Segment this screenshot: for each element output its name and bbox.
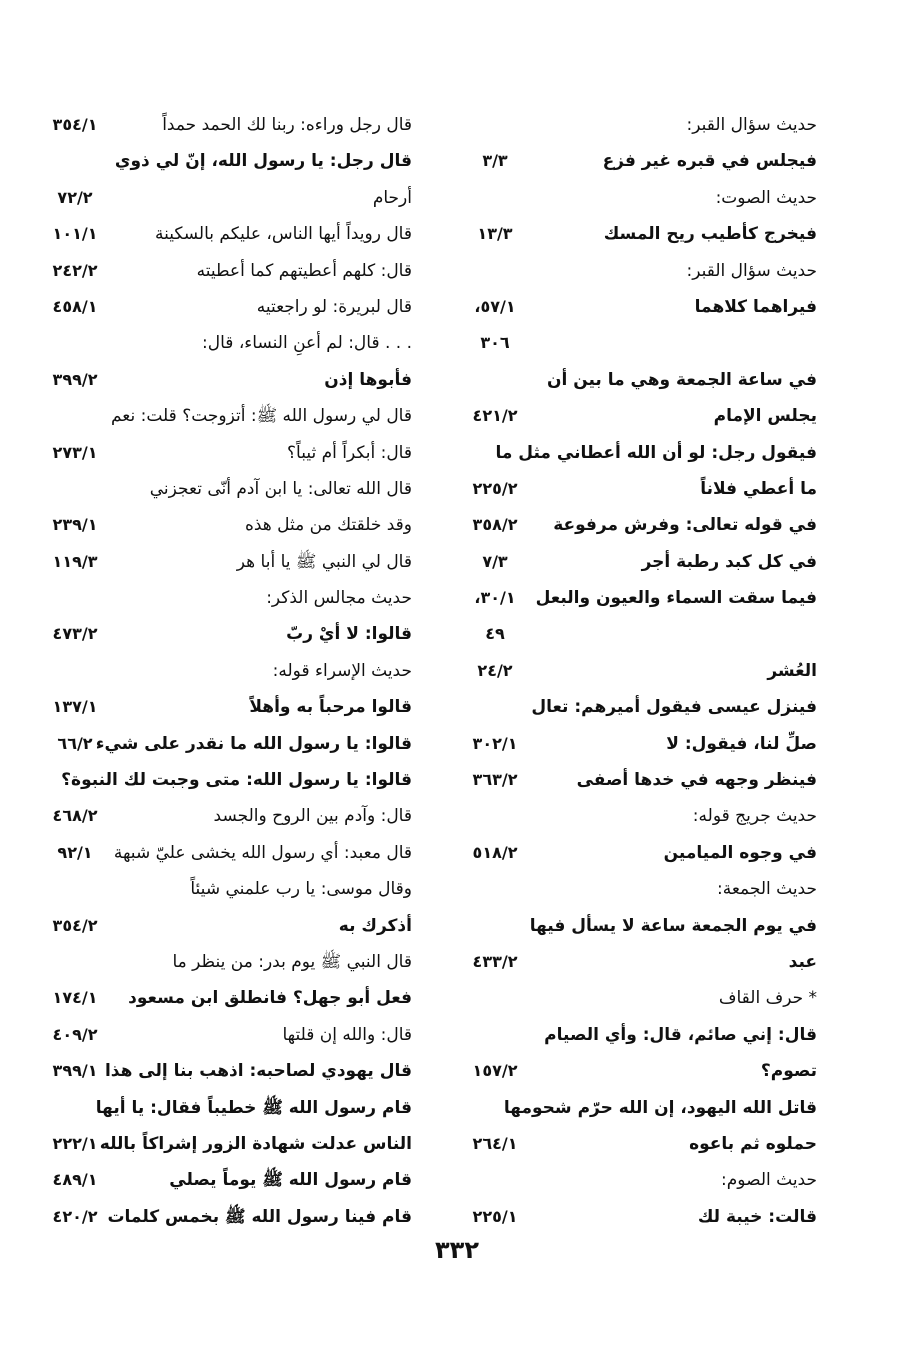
entry-text: فيقول رجل: لو أن الله أعطاني مثل ما — [495, 442, 817, 463]
entry-reference: ٤٩ — [485, 624, 505, 644]
entry-text: قال: وآدم بين الروح والجسد — [213, 806, 412, 827]
entry-text: وقد خلقتك من مثل هذه — [244, 515, 412, 536]
entry-reference: ٧/٣ — [482, 551, 508, 571]
entry-text: يجلس الإمام — [713, 406, 817, 427]
entry-reference: ٤٢١/٢ — [472, 406, 518, 426]
entry-text: فأبوها إذن — [324, 369, 412, 390]
entry-text: قال لي النبي ﷺ يا أبا هر — [236, 551, 412, 572]
index-entry — [455, 690, 825, 726]
entry-text: وقال موسى: يا رب علمني شيئاً — [190, 879, 412, 900]
entry-text: في يوم الجمعة ساعة لا يسأل فيها — [529, 915, 817, 936]
index-entry — [455, 1200, 825, 1236]
index-entry — [35, 363, 420, 399]
entry-text: في كل كبد رطبة أجر — [641, 551, 817, 572]
entry-reference: ٤٨٩/١ — [52, 1170, 98, 1190]
index-entry — [455, 654, 825, 690]
index-entry — [455, 217, 825, 253]
entry-text: فيخرج كأطيب ريح المسك — [603, 224, 817, 245]
entry-reference: ٢٢٥/١ — [472, 1206, 518, 1226]
entry-reference: ٣٩٩/١ — [52, 1061, 98, 1081]
entry-text: حديث الإسراء قوله: — [272, 660, 412, 681]
index-entry — [35, 1163, 420, 1199]
index-entry — [35, 399, 420, 435]
index-entry — [455, 799, 825, 835]
entry-reference: ٣٦٣/٢ — [472, 770, 518, 790]
entry-text: حديث سؤال القبر: — [686, 115, 817, 135]
entry-reference: ٢٤/٢ — [477, 660, 513, 680]
entry-reference: ١٧٤/١ — [52, 988, 98, 1008]
entry-text: ما أعطي فلاناً — [700, 478, 817, 499]
entry-reference: ٤٦٨/٢ — [52, 806, 98, 826]
entry-text: فعل أبو جهل؟ فانطلق ابن مسعود — [128, 988, 412, 1009]
index-entry — [455, 181, 825, 217]
entry-text: قال لي رسول الله ﷺ: أتزوجت؟ قلت: نعم — [110, 406, 412, 427]
index-entry — [455, 1054, 825, 1090]
entry-reference: ٢٢٢/١ — [52, 1133, 98, 1153]
entry-text: في وجوه الميامين — [663, 842, 817, 863]
entry-text: حديث جريج قوله: — [692, 806, 817, 827]
entry-reference: ٢٤٢/٢ — [52, 260, 98, 280]
index-entry — [455, 1127, 825, 1163]
index-entry — [35, 436, 420, 472]
index-entry — [455, 981, 825, 1017]
entry-text: قال رويداً أيها الناس، عليكم بالسكينة — [154, 224, 412, 245]
entry-reference: ٢٧٣/١ — [52, 442, 98, 462]
entry-reference: ٥٧/١، — [474, 296, 516, 316]
entry-reference: ٣٩٩/٢ — [52, 369, 98, 389]
index-entry — [35, 217, 420, 253]
entry-reference: ٩٢/١ — [57, 842, 93, 862]
index-entry — [455, 836, 825, 872]
entry-text: قال: كلهم أعطيتهم كما أعطيته — [196, 260, 412, 281]
entry-reference: ٣٥٨/٢ — [472, 515, 518, 535]
entry-text: فيما سقت السماء والعيون والبعل — [535, 588, 817, 609]
index-entry — [35, 654, 420, 690]
index-entry — [35, 727, 420, 763]
entry-reference: ١١٩/٣ — [52, 551, 98, 571]
index-entry — [455, 472, 825, 508]
index-entry — [35, 1200, 420, 1236]
entry-text: قال: والله إن قلتها — [282, 1024, 412, 1045]
index-entry — [455, 326, 825, 362]
entry-text: حديث الصوت: — [715, 187, 817, 208]
right-column — [455, 108, 825, 1236]
entry-text: أذكرك به — [338, 915, 412, 936]
index-entry — [35, 872, 420, 908]
index-entry — [455, 399, 825, 435]
entry-text: قالوا مرحباً به وأهلاً — [249, 697, 412, 718]
entry-text: حديث مجالس الذكر: — [266, 588, 412, 609]
entry-text: فيراهما كلاهما — [694, 296, 817, 317]
entry-reference: ٢٦٤/١ — [472, 1133, 518, 1153]
entry-text: العُشر — [767, 660, 817, 681]
entry-text: فينزل عيسى فيقول أميرهم: تعال — [531, 697, 817, 718]
entry-text: حديث سؤال القبر: — [686, 260, 817, 281]
entry-reference: ٤٠٩/٢ — [52, 1024, 98, 1044]
index-entry — [35, 763, 420, 799]
index-entry — [455, 545, 825, 581]
entry-text: قام فينا رسول الله ﷺ بخمس كلمات — [107, 1206, 412, 1227]
index-entry — [35, 108, 420, 144]
index-entry — [455, 763, 825, 799]
index-entry — [455, 1163, 825, 1199]
entry-text: قال رجل وراءه: ربنا لك الحمد حمداً — [162, 115, 412, 135]
entry-reference: ٤٥٨/١ — [52, 296, 98, 316]
index-entry — [35, 181, 420, 217]
index-entry — [35, 581, 420, 617]
entry-reference: ١٣/٣ — [477, 224, 513, 244]
entry-reference: ١٣٧/١ — [52, 697, 98, 717]
entry-text: فينظر وجهه في خدها أصفى — [576, 770, 817, 791]
entry-reference: ٣٥٤/٢ — [52, 915, 98, 935]
index-entry — [35, 836, 420, 872]
entry-text: قال رجل: يا رسول الله، إنّ لي ذوي — [114, 151, 412, 172]
index-entry — [35, 290, 420, 326]
entry-text: قال الله تعالى: يا ابن آدم أنّى تعجزني — [149, 478, 412, 499]
index-entry — [455, 508, 825, 544]
index-entry — [455, 144, 825, 180]
index-entry — [35, 1054, 420, 1090]
index-entry — [35, 326, 420, 362]
index-entry — [35, 144, 420, 180]
index-entry — [455, 727, 825, 763]
entry-reference: ٣٠٢/١ — [472, 733, 518, 753]
index-entry — [455, 290, 825, 326]
index-entry — [455, 945, 825, 981]
entry-reference: ٣/٣ — [482, 151, 508, 171]
entry-text: قال النبي ﷺ يوم بدر: من ينظر ما — [172, 951, 412, 972]
entry-reference: ٤٧٣/٢ — [52, 624, 98, 644]
entry-reference: ١٠١/١ — [52, 224, 98, 244]
entry-text: في قوله تعالى: وفرش مرفوعة — [553, 515, 817, 536]
entry-text: قالوا: لا أيْ ربّ — [286, 624, 412, 645]
entry-reference: ٢٢٥/٢ — [472, 478, 518, 498]
entry-reference: ٤٢٠/٢ — [52, 1206, 98, 1226]
index-entry — [35, 690, 420, 726]
index-entry — [455, 617, 825, 653]
entry-reference: ٢٣٩/١ — [52, 515, 98, 535]
page-number: ٣٣٢ — [435, 1236, 479, 1264]
entry-reference: ٣٠/١، — [474, 588, 516, 608]
index-entry — [35, 799, 420, 835]
entry-text: قال: أبكراً أم ثيباً؟ — [287, 442, 412, 463]
entry-text: قالوا: يا رسول الله: متى وجبت لك النبوة؟ — [61, 770, 412, 791]
index-entry — [455, 909, 825, 945]
index-entry — [455, 1018, 825, 1054]
index-entry — [35, 617, 420, 653]
index-entry — [35, 1091, 420, 1127]
entry-reference: ٣٠٦ — [480, 333, 510, 353]
entry-reference: ٧٢/٢ — [57, 187, 93, 207]
entry-text: في ساعة الجمعة وهي ما بين أن — [546, 369, 817, 390]
entry-text: قال: إني صائم، قال: وأي الصيام — [544, 1024, 817, 1045]
index-entry — [455, 1091, 825, 1127]
entry-reference: ١٥٧/٢ — [472, 1061, 518, 1081]
index-entry — [35, 981, 420, 1017]
entry-reference: ٣٥٤/١ — [52, 115, 98, 134]
entry-text: الناس عدلت شهادة الزور إشراكاً بالله — [99, 1133, 412, 1154]
entry-text: قالوا: يا رسول الله ما نقدر على شيء — [95, 733, 412, 754]
entry-text: تصوم؟ — [760, 1061, 817, 1082]
index-entry — [35, 545, 420, 581]
left-column — [35, 108, 420, 1236]
index-entry — [455, 254, 825, 290]
index-entry — [455, 108, 825, 144]
entry-reference: ٥١٨/٢ — [472, 842, 518, 862]
entry-text: قام رسول الله ﷺ خطيباً فقال: يا أيها — [95, 1097, 412, 1118]
entry-text: قال يهودي لصاحبه: اذهب بنا إلى هذا — [104, 1061, 412, 1082]
entry-reference: ٤٣٣/٢ — [472, 951, 518, 971]
index-entry — [455, 363, 825, 399]
entry-text: حديث الصوم: — [721, 1170, 817, 1191]
entry-text: حملوه ثم باعوه — [689, 1133, 817, 1154]
index-entry — [35, 945, 420, 981]
index-entry — [35, 909, 420, 945]
index-entry — [455, 436, 825, 472]
entry-text: قاتل الله اليهود، إن الله حرّم شحومها — [503, 1097, 817, 1118]
entry-text: صلِّ لنا، فيقول: لا — [666, 733, 817, 754]
index-entry — [35, 472, 420, 508]
index-entry — [35, 254, 420, 290]
index-entry — [35, 1018, 420, 1054]
entry-text: قام رسول الله ﷺ يوماً يصلي — [169, 1170, 412, 1191]
index-entry — [455, 872, 825, 908]
index-entry — [455, 581, 825, 617]
entry-text: عبد — [788, 951, 817, 972]
entry-text: قالت: خيبة لك — [697, 1206, 817, 1227]
index-entry — [35, 508, 420, 544]
index-entry — [35, 1127, 420, 1163]
entry-text: فيجلس في قبره غير فزع — [602, 151, 817, 172]
entry-text: أرحام — [372, 187, 412, 208]
entry-text: قال لبريرة: لو راجعتيه — [256, 296, 412, 317]
entry-text: قال معبد: أي رسول الله يخشى عليّ شبهة — [113, 842, 412, 863]
entry-text: * حرف القاف — [718, 988, 817, 1009]
entry-text: حديث الجمعة: — [716, 879, 817, 900]
entry-reference: ٦٦/٢ — [57, 733, 93, 753]
entry-text: . . . قال: لم أعنِ النساء، قال: — [202, 333, 412, 354]
